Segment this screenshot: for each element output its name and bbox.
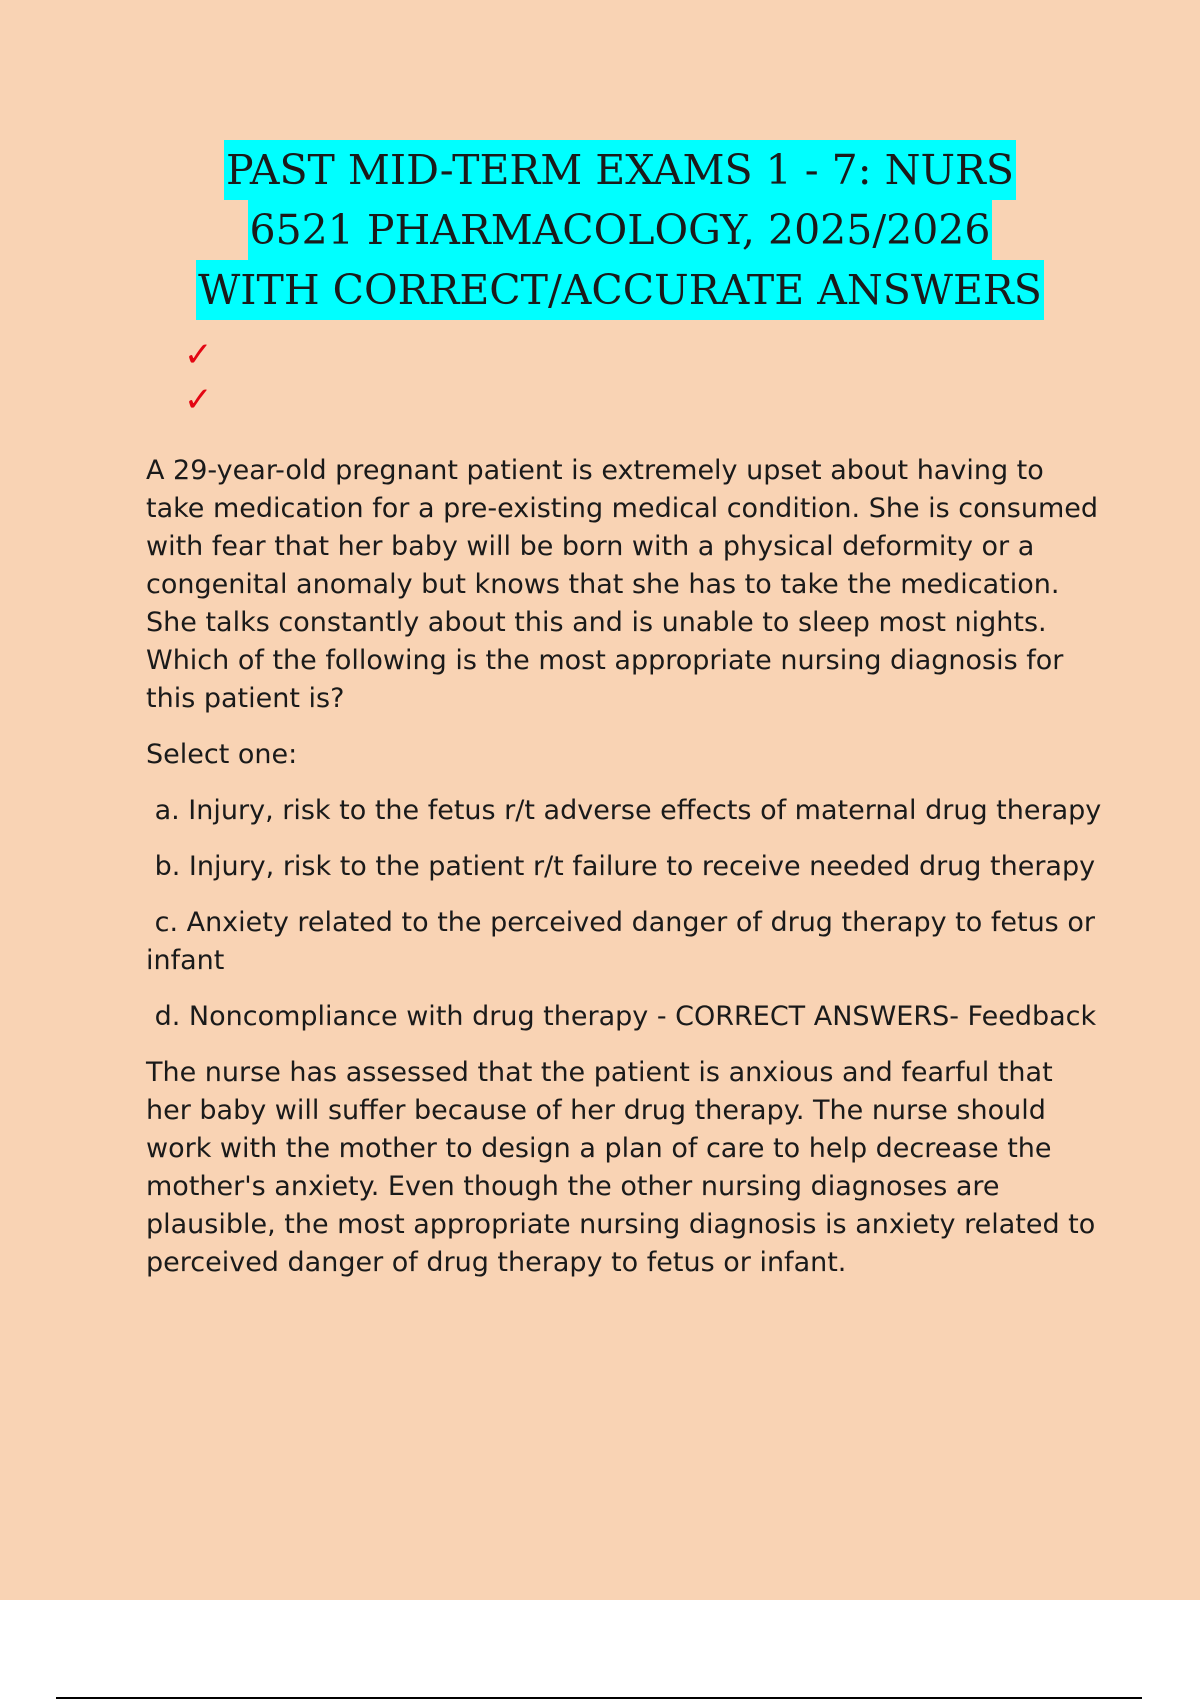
check-mark-icon: ✓: [184, 380, 213, 420]
document-title: [120, 140, 1120, 320]
question-content: [146, 452, 1106, 1300]
feedback-text: The nurse has assessed that the patient is anxious and fearful that her baby will suffer because of her drug therapy. The nurse should work with the mother to design a plan of care to help decrease the mother's anxiety. Even though the other nursing diagnoses are plausible, the most appropriate nursing diagnosis is anxiety related to perceived danger of drug therapy to fetus or infant.: [146, 1057, 1096, 1278]
title-line-1: PAST MID-TERM EXAMS 1 - 7: NURS: [224, 140, 1016, 200]
question-text: A 29-year-old pregnant patient is extremely upset about having to take medication for a pre-existing medical condition. She is consumed with fear that her baby will be born with a physical deformity or a congenital anomaly but knows that she has to take the medication. She talks constantly about this and is unable to sleep most nights. Which of the following is the most appropriate nursing diagnosis for this patient is?: [146, 455, 1099, 714]
option-d: d. Noncompliance with drug therapy - CORRECT ANSWERS- Feedback: [146, 1001, 1097, 1032]
option-c: c. Anxiety related to the perceived danger of drug therapy to fetus or infant: [146, 907, 1104, 976]
title-line-2: 6521 PHARMACOLOGY, 2025/2026: [248, 200, 993, 260]
check-marks: [184, 333, 213, 423]
check-mark-icon: ✓: [184, 335, 213, 375]
option-a: a. Injury, risk to the fetus r/t adverse effects of maternal drug therapy: [146, 795, 1102, 826]
option-b: b. Injury, risk to the patient r/t failure to receive needed drug therapy: [146, 851, 1096, 882]
select-prompt: Select one:: [146, 739, 298, 770]
footer-divider: [56, 1697, 1142, 1699]
title-line-3: WITH CORRECT/ACCURATE ANSWERS: [196, 260, 1044, 320]
